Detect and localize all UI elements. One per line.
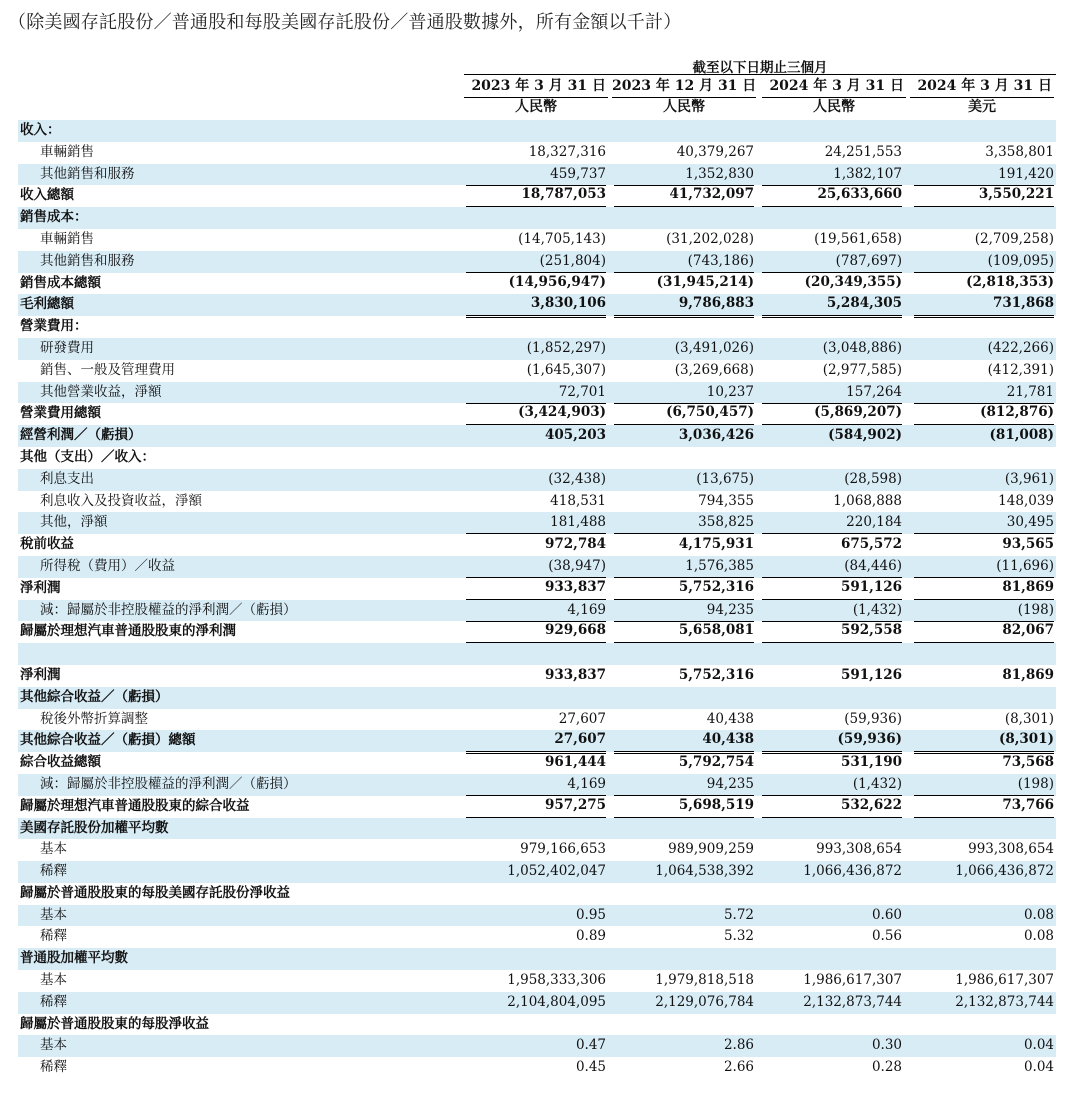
row-value: (1,432) <box>762 600 902 622</box>
row-value: 5,752,316 <box>678 666 754 683</box>
period-header: 截至以下日期止三個月 <box>692 60 828 76</box>
row-label: 稀釋 <box>40 928 67 945</box>
row-value: 2.66 <box>723 1059 754 1076</box>
row-value: 157,264 <box>762 382 902 404</box>
row-value: 94,235 <box>614 600 754 622</box>
row-label: 淨利潤 <box>20 579 61 596</box>
row-label: 其他營業收益，淨額 <box>40 383 162 400</box>
row-value: 4,169 <box>466 600 606 622</box>
row-value: (31,202,028) <box>666 230 754 247</box>
row-value: 0.08 <box>1023 928 1054 945</box>
row-value: (14,705,143) <box>518 230 606 247</box>
table-row <box>18 556 1056 578</box>
row-value: 72,701 <box>466 382 606 404</box>
row-value: 0.04 <box>1023 1059 1054 1076</box>
row-value: 1,066,436,872 <box>955 863 1054 880</box>
row-value: 30,495 <box>914 512 1054 534</box>
row-value: 3,830,106 <box>466 294 606 318</box>
row-value: 591,126 <box>762 578 902 602</box>
row-value: 94,235 <box>614 774 754 796</box>
row-label: 營業費用總額 <box>20 405 101 422</box>
column-date: 2023 年 12 月 31 日 <box>612 77 756 98</box>
table-row <box>18 600 1056 622</box>
table-row <box>18 360 1056 382</box>
row-value: (109,095) <box>914 251 1054 273</box>
row-value: 1,986,617,307 <box>803 972 902 989</box>
row-value: 93,565 <box>1002 536 1054 553</box>
table-row <box>18 447 1056 469</box>
column-currency: 人民幣 <box>813 99 855 115</box>
income-statement-table <box>18 120 1056 1079</box>
table-row <box>18 1057 1056 1079</box>
row-label: 毛利總額 <box>20 296 74 313</box>
row-value: 532,622 <box>762 796 902 820</box>
table-row <box>18 425 1056 447</box>
row-value: 1,052,402,047 <box>507 863 606 880</box>
row-value: 5.32 <box>723 928 754 945</box>
row-value: 0.60 <box>871 906 902 923</box>
row-value: (28,598) <box>844 470 902 487</box>
row-value: (84,446) <box>762 556 902 578</box>
units-note: （除美國存託股份／普通股和每股美國存託股份／普通股數據外，所有金額以千計） <box>8 12 682 33</box>
table-row <box>18 251 1056 273</box>
row-value: (2,709,258) <box>974 230 1054 247</box>
table-row <box>18 491 1056 513</box>
row-label: 營業費用： <box>20 318 88 335</box>
row-value: 41,732,097 <box>614 185 754 209</box>
row-value: 27,607 <box>466 709 606 731</box>
row-value: (81,008) <box>989 427 1054 444</box>
row-label: 研發費用 <box>40 339 94 356</box>
row-value: 18,327,316 <box>528 143 606 160</box>
row-value: 0.95 <box>575 906 606 923</box>
table-row <box>18 338 1056 360</box>
row-value: 81,869 <box>1002 666 1054 683</box>
row-value: (3,048,886) <box>822 339 902 356</box>
row-value: (198) <box>914 774 1054 796</box>
row-value: 4,169 <box>466 774 606 796</box>
table-row <box>18 207 1056 229</box>
row-value: 0.56 <box>871 928 902 945</box>
row-value: 5,792,754 <box>678 754 754 771</box>
row-value: 1,382,107 <box>762 164 902 186</box>
table-row <box>18 316 1056 338</box>
row-value: 18,787,053 <box>466 185 606 209</box>
row-value: (3,491,026) <box>674 339 754 356</box>
table-row <box>18 665 1056 687</box>
row-value: (38,947) <box>466 556 606 578</box>
row-value: 2,129,076,784 <box>655 993 754 1010</box>
table-row <box>18 578 1056 600</box>
row-value: 3,358,801 <box>985 143 1054 160</box>
row-label: 車輛銷售 <box>40 143 94 160</box>
row-value: 191,420 <box>914 164 1054 186</box>
table-row <box>18 294 1056 316</box>
table-row <box>18 142 1056 164</box>
row-value: 220,184 <box>762 512 902 534</box>
row-value: 961,444 <box>544 754 606 771</box>
row-value: 21,781 <box>914 382 1054 404</box>
row-value: 929,668 <box>466 621 606 645</box>
row-label: 其他（支出）／收入： <box>20 448 155 465</box>
row-label: 其他，淨額 <box>40 514 108 531</box>
row-value: (3,961) <box>1004 470 1054 487</box>
row-label: 綜合收益總額 <box>20 754 101 771</box>
row-label: 所得稅（費用）／收益 <box>40 557 175 574</box>
row-label: 歸屬於普通股股東的每股美國存託股份淨收益 <box>20 884 290 901</box>
row-label: 歸屬於普通股股東的每股淨收益 <box>20 1015 209 1032</box>
row-label: 銷售成本： <box>20 209 88 226</box>
row-value: 731,868 <box>914 294 1054 318</box>
row-value: (3,269,668) <box>674 361 754 378</box>
row-value: 993,308,654 <box>968 841 1054 858</box>
column-date: 2024 年 3 月 31 日 <box>762 77 906 98</box>
row-value: 592,558 <box>762 621 902 645</box>
row-value: 1,068,888 <box>833 492 902 509</box>
row-value: 0.08 <box>1023 906 1054 923</box>
row-value: (14,956,947) <box>466 273 606 297</box>
row-value: (11,696) <box>914 556 1054 578</box>
table-row <box>18 1014 1056 1036</box>
row-value: 591,126 <box>840 666 902 683</box>
row-value: 81,869 <box>914 578 1054 602</box>
row-label: 車輛銷售 <box>40 230 94 247</box>
table-row <box>18 382 1056 404</box>
column-date: 2024 年 3 月 31 日 <box>910 77 1054 98</box>
row-value: (422,266) <box>987 339 1054 356</box>
row-value: (198) <box>914 600 1054 622</box>
row-value: 2,132,873,744 <box>803 993 902 1010</box>
row-value: 0.04 <box>1023 1037 1054 1054</box>
row-label: 基本 <box>40 1037 67 1054</box>
row-value: 989,909,259 <box>668 841 754 858</box>
row-value: 1,576,385 <box>614 556 754 578</box>
row-value: 675,572 <box>840 536 902 553</box>
row-label: 收入總額 <box>20 187 74 204</box>
row-value: 24,251,553 <box>824 143 902 160</box>
row-value: 3,550,221 <box>914 185 1054 209</box>
row-value: (31,945,214) <box>614 273 754 297</box>
table-row <box>18 403 1056 425</box>
row-value: 957,275 <box>466 796 606 820</box>
row-value: 5.72 <box>723 906 754 923</box>
row-label: 經營利潤／（虧損） <box>20 427 142 444</box>
row-label: 減：歸屬於非控股權益的淨利潤／（虧損） <box>40 775 297 792</box>
row-label: 其他銷售和服務 <box>40 165 135 182</box>
table-row <box>18 164 1056 186</box>
table-row <box>18 926 1056 948</box>
row-label: 美國存託股份加權平均數 <box>20 819 169 836</box>
column-header-1 <box>464 77 608 117</box>
row-value: 2,132,873,744 <box>955 993 1054 1010</box>
row-value: 3,036,426 <box>678 427 754 444</box>
row-value: (584,902) <box>828 427 902 444</box>
row-value: (13,675) <box>696 470 754 487</box>
row-value: (6,750,457) <box>614 403 754 427</box>
table-row <box>18 839 1056 861</box>
row-value: 5,698,519 <box>614 796 754 820</box>
row-value: (412,391) <box>987 361 1054 378</box>
row-label: 利息收入及投資收益，淨額 <box>40 492 202 509</box>
row-value: 40,379,267 <box>676 143 754 160</box>
row-value: 73,766 <box>914 796 1054 820</box>
row-value: (32,438) <box>548 470 606 487</box>
row-value: 405,203 <box>544 427 606 444</box>
table-row <box>18 730 1056 752</box>
row-value: 794,355 <box>698 492 754 509</box>
table-row <box>18 643 1056 665</box>
row-label: 稅後外幣折算調整 <box>40 710 148 727</box>
row-label: 銷售成本總額 <box>20 274 101 291</box>
row-label: 利息支出 <box>40 470 94 487</box>
row-value: (1,852,297) <box>526 339 606 356</box>
row-value: 993,308,654 <box>816 841 902 858</box>
table-row <box>18 796 1056 818</box>
row-value: 40,438 <box>614 709 754 731</box>
row-value: 73,568 <box>1002 754 1054 771</box>
row-value: 5,658,081 <box>614 621 754 645</box>
row-value: (3,424,903) <box>466 403 606 427</box>
row-value: (1,645,307) <box>526 361 606 378</box>
row-value: 148,039 <box>998 492 1054 509</box>
row-value: (59,936) <box>762 709 902 731</box>
row-value: 933,837 <box>466 578 606 602</box>
row-value: 1,064,538,392 <box>655 863 754 880</box>
table-row <box>18 621 1056 643</box>
row-label: 收入： <box>20 122 61 138</box>
row-value: (2,818,353) <box>914 273 1054 297</box>
row-label: 銷售、一般及管理費用 <box>40 361 175 378</box>
column-header-4 <box>910 77 1054 117</box>
row-value: (5,869,207) <box>762 403 902 427</box>
column-currency: 人民幣 <box>515 99 557 115</box>
row-label: 稀釋 <box>40 993 67 1010</box>
row-value: 979,166,653 <box>520 841 606 858</box>
row-value: (20,349,355) <box>762 273 902 297</box>
table-row <box>18 970 1056 992</box>
row-value: 4,175,931 <box>678 536 754 553</box>
row-label: 歸屬於理想汽車普通股股東的淨利潤 <box>20 623 236 640</box>
table-row <box>18 948 1056 970</box>
row-value: 10,237 <box>614 382 754 404</box>
row-value: (251,804) <box>466 251 606 273</box>
row-label: 基本 <box>40 972 67 989</box>
row-value: 9,786,883 <box>614 294 754 318</box>
row-value: (2,977,585) <box>822 361 902 378</box>
row-value: (59,936) <box>762 730 902 754</box>
row-value: 0.89 <box>575 928 606 945</box>
row-value: 5,284,305 <box>762 294 902 318</box>
row-label: 其他銷售和服務 <box>40 252 135 269</box>
row-value: (8,301) <box>914 709 1054 731</box>
table-row <box>18 709 1056 731</box>
row-value: (812,876) <box>914 403 1054 427</box>
row-label: 基本 <box>40 841 67 858</box>
column-date: 2023 年 3 月 31 日 <box>464 77 608 98</box>
row-label: 減：歸屬於非控股權益的淨利潤／（虧損） <box>40 601 297 618</box>
table-row <box>18 752 1056 774</box>
row-value: 459,737 <box>466 164 606 186</box>
row-value: (1,432) <box>762 774 902 796</box>
row-value: 1,066,436,872 <box>803 863 902 880</box>
row-value: 418,531 <box>550 492 606 509</box>
row-value: 1,979,818,518 <box>655 972 754 989</box>
table-row <box>18 273 1056 295</box>
table-row <box>18 185 1056 207</box>
row-label: 普通股加權平均數 <box>20 950 128 967</box>
row-value: 1,958,333,306 <box>507 972 606 989</box>
table-row <box>18 120 1056 142</box>
row-value: 40,438 <box>614 730 754 754</box>
row-value: 0.30 <box>871 1037 902 1054</box>
table-row <box>18 774 1056 796</box>
table-row <box>18 818 1056 840</box>
table-row <box>18 883 1056 905</box>
row-value: (743,186) <box>614 251 754 273</box>
table-row <box>18 469 1056 491</box>
row-value: 972,784 <box>544 536 606 553</box>
row-value: 0.47 <box>575 1037 606 1054</box>
table-row <box>18 687 1056 709</box>
row-value: 358,825 <box>614 512 754 534</box>
row-value: 25,633,660 <box>762 185 902 209</box>
row-value: 0.28 <box>871 1059 902 1076</box>
column-header-3 <box>762 77 906 117</box>
row-label: 稀釋 <box>40 1059 67 1076</box>
row-value: 1,352,830 <box>614 164 754 186</box>
column-currency: 人民幣 <box>663 99 705 115</box>
period-rule <box>464 74 1056 75</box>
row-value: 82,067 <box>914 621 1054 645</box>
column-currency: 美元 <box>968 99 996 115</box>
row-label: 淨利潤 <box>20 666 61 683</box>
row-value: (787,697) <box>762 251 902 273</box>
table-row <box>18 861 1056 883</box>
row-label: 稀釋 <box>40 863 67 880</box>
row-label: 基本 <box>40 906 67 923</box>
row-value: 5,752,316 <box>614 578 754 602</box>
row-label: 稅前收益 <box>20 536 74 553</box>
table-row <box>18 1035 1056 1057</box>
row-label: 其他綜合收益／（虧損）總額 <box>20 732 196 749</box>
row-value: 0.45 <box>575 1059 606 1076</box>
column-header-2 <box>612 77 756 117</box>
row-value: (19,561,658) <box>814 230 902 247</box>
table-row <box>18 905 1056 927</box>
row-value: 27,607 <box>466 730 606 754</box>
row-value: 2.86 <box>723 1037 754 1054</box>
table-row <box>18 512 1056 534</box>
row-value: 933,837 <box>544 666 606 683</box>
row-value: 531,190 <box>840 754 902 771</box>
table-row <box>18 534 1056 556</box>
row-value: 1,986,617,307 <box>955 972 1054 989</box>
table-row <box>18 229 1056 251</box>
row-label: 歸屬於理想汽車普通股股東的綜合收益 <box>20 797 250 814</box>
table-row <box>18 992 1056 1014</box>
row-label: 其他綜合收益／（虧損） <box>20 688 169 705</box>
row-value: 181,488 <box>466 512 606 534</box>
row-value: (8,301) <box>914 730 1054 754</box>
row-value: 2,104,804,095 <box>507 993 606 1010</box>
